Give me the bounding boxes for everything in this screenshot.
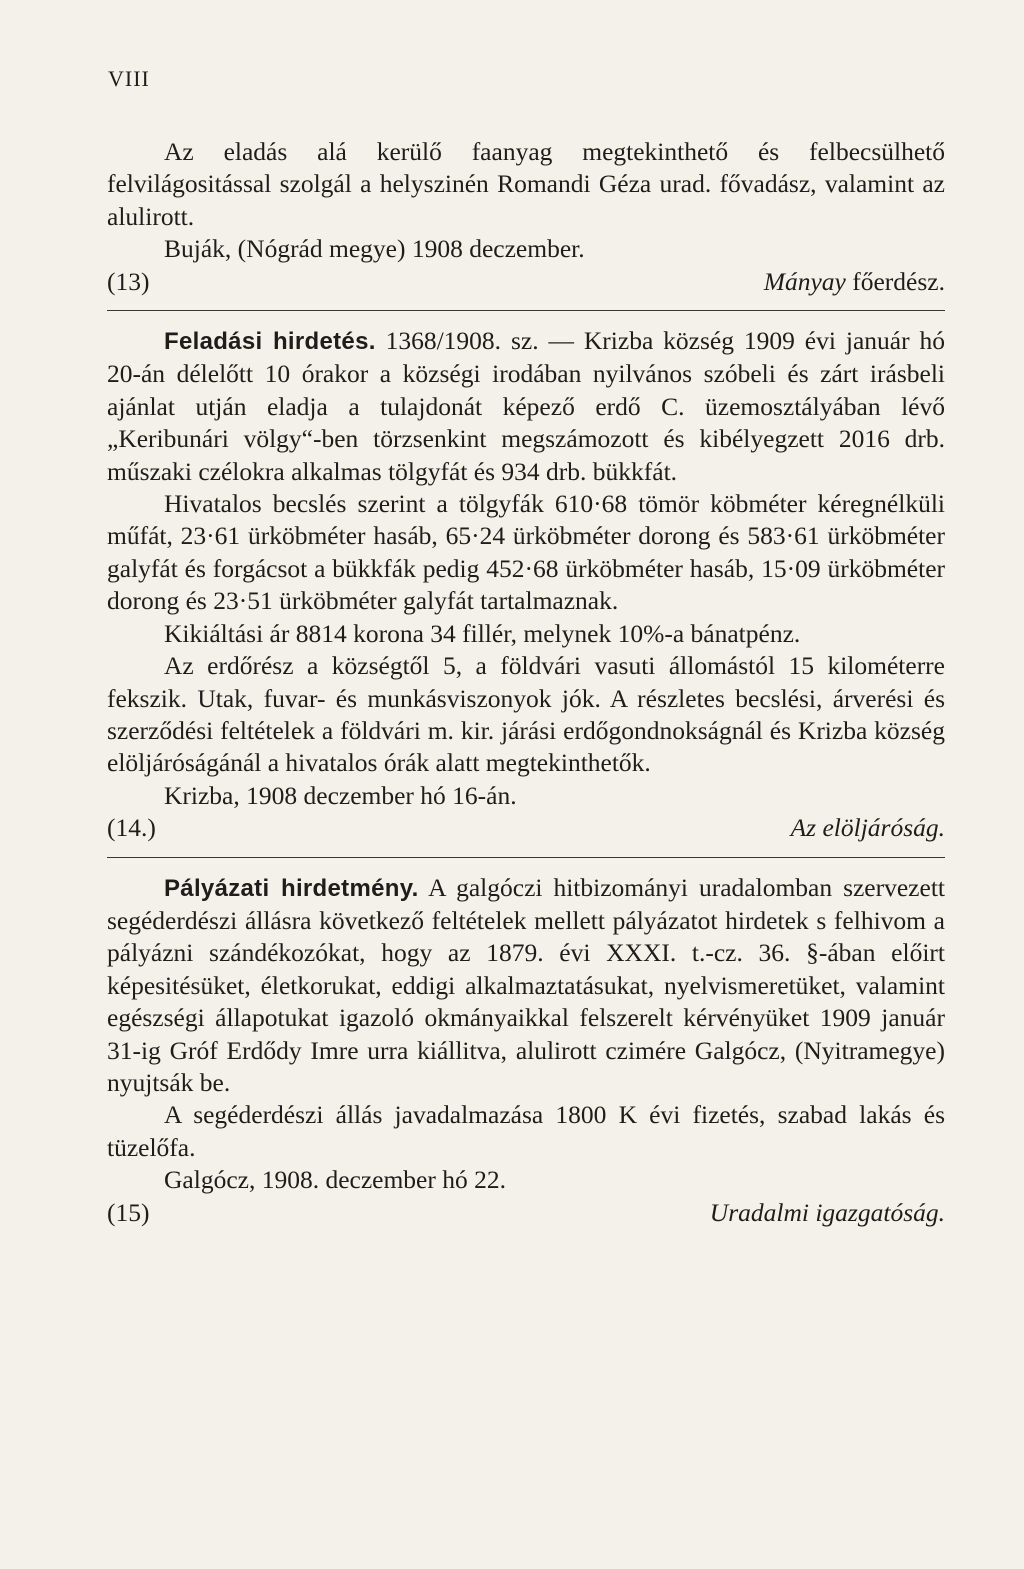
paragraph: Kikiáltási ár 8814 korona 34 fillér, melynek 10%-a bánatpénz.	[164, 618, 801, 648]
place-date: Galgócz, 1908. deczember hó 22.	[164, 1165, 506, 1195]
notice-heading: Pályázati hirdetmény.	[164, 874, 419, 902]
paragraph-text: 1368/1908. sz. — Krizba község 1909 évi január hó 20-án délelőtt 10 órakor a községi irodában nyilvános szóbeli és zárt irásbeli ajánlat utján eladja a tulajdonát képező erdő C. üzemosztályában lévő „Keribunári völgy“-ben törzsenkint megszámozott és kibélyegzett 2016 drb. műszaki czélokra alkalmas tölgyfát és 934 drb. bükkfát.	[107, 326, 945, 486]
divider	[107, 310, 945, 311]
notice-number: (15)	[107, 1197, 150, 1227]
paragraph: Az eladás alá kerülő faanyag megtekinthető és felbecsülhető felvilágositással szolgál a helyszinén Romandi Géza urad. fővadász, valamint az alulirott.	[107, 137, 945, 231]
signer: Az elöljáróság.	[790, 813, 945, 843]
notice-number: (13)	[107, 266, 150, 296]
signer	[764, 266, 945, 298]
paragraph: Az erdőrész a községtől 5, a földvári vasuti állomástól 15 kilométerre fekszik. Utak, fuvar- és munkásviszonyok jók. A részletes becslési, árverési és szerződési feltételek a földvári m. kir. járási erdőgondnokságnál és Krizba község elöljáróságánál a hivatalos órák alatt megtekinthetők.	[107, 651, 945, 778]
notice-sale-bujak	[107, 136, 945, 298]
page-number: VIII	[108, 66, 150, 91]
page-content	[107, 136, 945, 1229]
signature-line	[107, 812, 945, 844]
notice-heading: Feladási hirdetés.	[164, 328, 376, 356]
divider	[107, 857, 945, 858]
signer: Uradalmi igazgatóság.	[709, 1197, 945, 1227]
notice-application-galgocz	[107, 872, 945, 1229]
signature-line	[107, 1197, 945, 1229]
signer-title: főerdész.	[845, 266, 945, 296]
notice-number: (14.)	[107, 813, 156, 843]
paragraph	[107, 872, 945, 1100]
paragraph	[107, 325, 945, 488]
paragraph-text: A galgóczi hitbizományi uradalomban szervezett segéderdészi állásra következő feltételek mellett pályázatot hirdetek s felhivom a pályázni szándékozókat, hogy az 1879. évi XXXI. t.-cz. 36. §-ában előirt képesitésüket, életkorukat, eddigi alkalmaztatásukat, nyelvismeretüket, valamint egészségi állapotukat igazoló okmányaikkal felszerelt kérvényüket 1909 január 31-ig Gróf Erdődy Imre urra kiállitva, alulirott czimére Galgócz, (Nyitramegye) nyujtsák be.	[107, 872, 945, 1097]
signature-line	[107, 266, 945, 298]
place-date: Buják, (Nógrád megye) 1908 deczember.	[164, 234, 585, 264]
place-date: Krizba, 1908 deczember hó 16-án.	[164, 780, 517, 810]
notice-sale-krizba	[107, 325, 945, 845]
paragraph: A segéderdészi állás javadalmazása 1800 K évi fizetés, szabad lakás és tüzelőfa.	[107, 1100, 945, 1162]
signer-name: Mányay	[763, 266, 846, 296]
paragraph: Hivatalos becslés szerint a tölgyfák 610·68 tömör köbméter kéregnélküli műfát, 23·61 ürköbméter hasáb, 65·24 ürköbméter dorong és 583·61 ürköbméter galyfát és forgácsot a bükkfák pedig 452·68 ürköbméter hasáb, 15·09 ürköbméter dorong és 23·51 ürköbméter galyfát tartalmaznak.	[107, 489, 945, 616]
